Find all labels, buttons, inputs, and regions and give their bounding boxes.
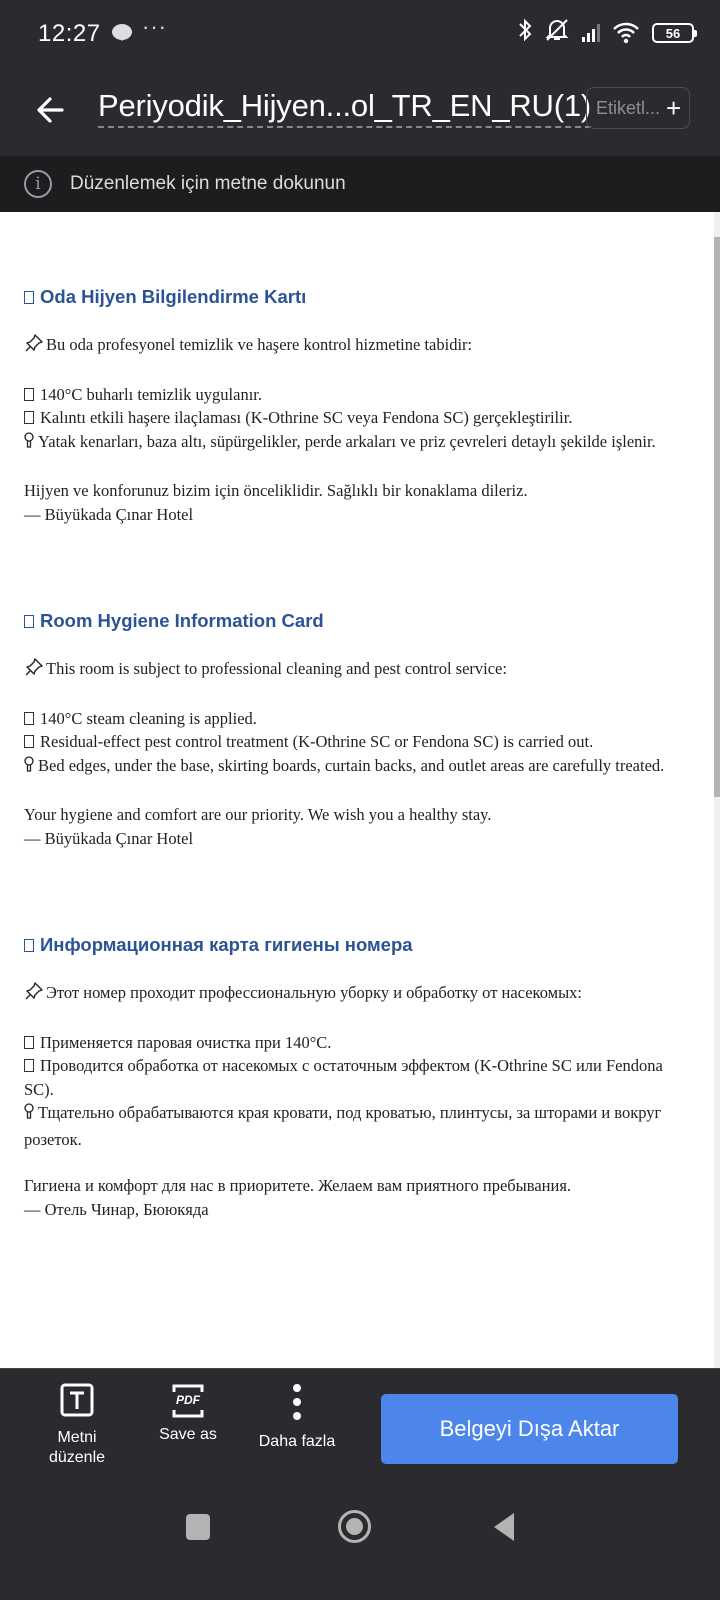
pdf-icon: PDF [171,1383,205,1419]
battery-icon: 56 [652,23,694,43]
status-icons [518,18,694,48]
recent-apps-icon[interactable] [186,1514,210,1540]
list-item[interactable]: Тщательно обрабатываются края кровати, под кроватью, плинтусы, за шторами и вокруг розеток. [24,1103,662,1149]
list-item[interactable]: Bed edges, under the base, skirting boards, curtain backs, and outlet areas are carefully treated. [24,754,684,781]
intro-line[interactable]: Этот номер проходит профессиональную уборку и обработку от насекомых: [24,981,684,1008]
list-item[interactable]: Residual-effect pest control treatment (K-Othrine SC or Fendona SC) is carried out. [24,730,684,754]
closing-line[interactable]: Hijyen ve konforunuz bizim için önceliklidir. Sağlıklı bir konaklama dileriz. [24,481,528,500]
bottom-toolbar [0,1368,720,1478]
info-icon: i [24,170,52,198]
tag-label: Etiketl... [596,97,661,118]
edit-text-label: Metni düzenle [48,1429,106,1466]
pushpin-icon [24,333,44,360]
missing-glyph-icon [24,388,34,401]
save-as-button[interactable] [152,1383,224,1445]
lightbulb-icon [24,432,34,457]
scrollbar-thumb[interactable] [714,237,720,797]
more-options-label: Daha fazla [258,1433,336,1450]
status-bar [0,0,720,68]
closing-line[interactable]: Your hygiene and comfort are our priority. We wish you a healthy stay. [24,805,492,824]
section-title[interactable]: Room Hygiene Information Card [24,610,684,632]
add-tag-button[interactable] [586,87,690,129]
missing-glyph-icon [24,712,34,725]
edit-hint-bar [0,156,720,212]
more-vertical-icon [292,1383,302,1426]
app-bar [0,68,720,156]
more-options-button[interactable] [252,1383,342,1452]
intro-line[interactable]: This room is subject to professional cleaning and pest control service: [24,657,684,684]
message-notification-icon [112,24,132,40]
pushpin-icon [24,981,44,1008]
closing-line[interactable]: Гигиена и комфорт для нас в приоритете. Желаем вам приятного пребывания. [24,1176,572,1195]
section-title[interactable]: Информационная карта гигиены номера [24,934,684,956]
bluetooth-icon [518,18,532,48]
section-turkish [24,286,684,526]
signature-line[interactable]: — Отель Чинар, Бююкяда [24,1199,209,1219]
missing-glyph-icon [24,939,34,952]
list-item[interactable]: 140°C buharlı temizlik uygulanır. [24,383,684,407]
muted-bell-icon [544,18,570,48]
section-russian [24,934,684,1221]
system-back-icon[interactable] [494,1513,514,1541]
section-english [24,610,684,850]
missing-glyph-icon [24,1059,34,1072]
list-item[interactable]: Применяется паровая очистка при 140°C. [24,1031,684,1055]
missing-glyph-icon [24,411,34,424]
plus-icon: + [666,93,682,123]
missing-glyph-icon [24,615,34,628]
missing-glyph-icon [24,735,34,748]
list-item[interactable]: Yatak kenarları, baza altı, süpürgelikler, perde arkaları ve priz çevreleri detaylı şekilde işlenir. [24,430,684,457]
list-item[interactable]: Kalıntı etkili haşere ilaçlaması (K-Othrine SC veya Fendona SC) gerçekleştirilir. [24,406,684,430]
more-notifications-icon: ··· [142,14,167,39]
intro-line[interactable]: Bu oda profesyonel temizlik ve haşere kontrol hizmetine tabidir: [24,333,684,360]
save-as-label: Save as [159,1426,217,1443]
status-time: 12:27 [38,20,101,47]
home-icon[interactable] [338,1510,371,1543]
section-title[interactable]: Oda Hijyen Bilgilendirme Kartı [24,286,684,308]
wifi-icon [612,22,640,44]
edit-hint-text: Düzenlemek için metne dokunun [70,173,346,194]
signature-line[interactable]: — Büyükada Çınar Hotel [24,828,194,848]
pushpin-icon [24,657,44,684]
missing-glyph-icon [24,291,34,304]
edit-text-button[interactable] [44,1383,110,1468]
missing-glyph-icon [24,1036,34,1049]
signal-icon [582,24,600,42]
lightbulb-icon [24,1103,34,1128]
list-item[interactable]: 140°C steam cleaning is applied. [24,707,684,731]
system-navigation-bar [0,1478,720,1600]
signature-line[interactable]: — Büyükada Çınar Hotel [24,504,194,524]
back-arrow-icon[interactable] [32,90,72,130]
text-edit-icon [60,1383,94,1422]
document-title[interactable]: Periyodik_Hijyen...ol_TR_EN_RU(1) [98,88,591,128]
lightbulb-icon [24,756,34,781]
list-item[interactable]: Проводится обработка от насекомых с остаточным эффектом (K-Othrine SC или Fendona SC). [24,1056,663,1099]
document-viewer[interactable] [0,212,720,1368]
export-document-button[interactable]: Belgeyi Dışa Aktar [381,1394,678,1464]
